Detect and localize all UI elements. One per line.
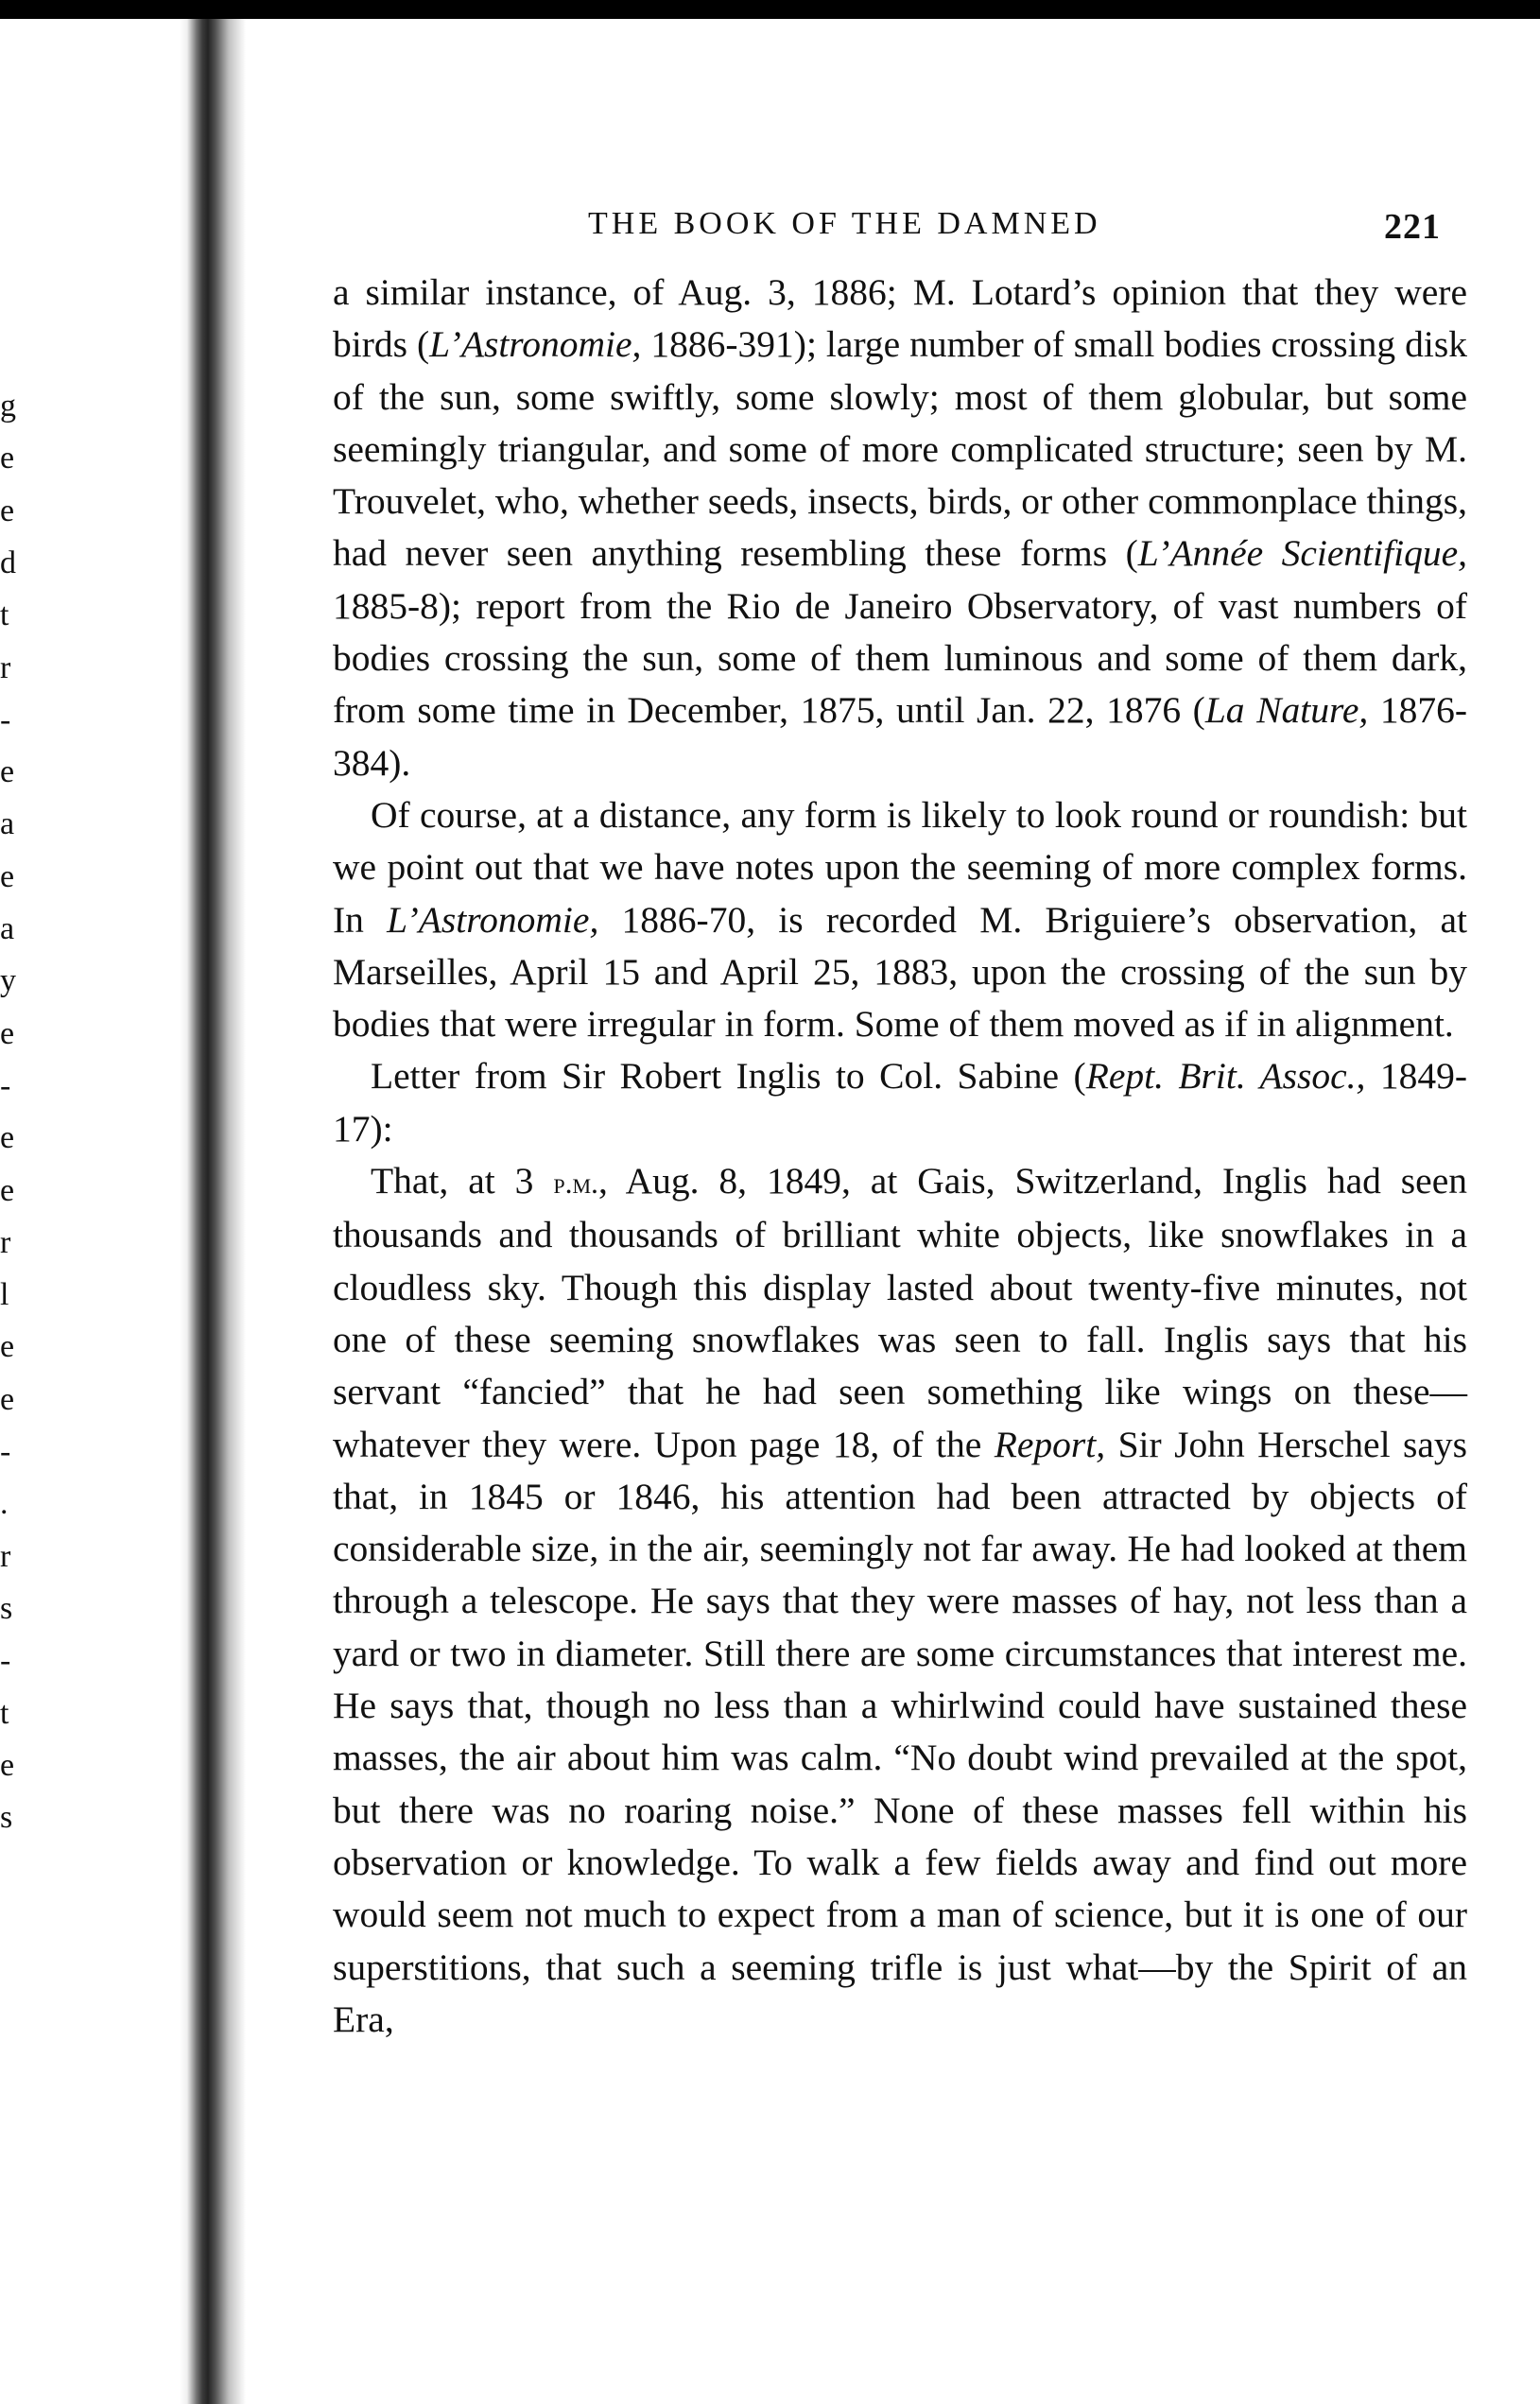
facing-page-fragment: e xyxy=(0,1172,15,1208)
facing-page-fragment: y xyxy=(0,963,16,999)
facing-page-fragment: e xyxy=(0,858,15,894)
facing-page-fragment: s xyxy=(0,1800,13,1836)
italic-citation: L’Année Scientifique, xyxy=(1137,532,1467,575)
italic-citation: Report, xyxy=(994,1423,1106,1465)
text-run: That, at 3 xyxy=(371,1160,554,1202)
paragraph xyxy=(333,1050,1467,1155)
paragraph xyxy=(333,1155,1467,2046)
text-run: 1886-70, is recorded M. Briguiere’s observation, at Marseilles, April 15 and April 25, 1883, upon the crossing of the sun by bodies that were irregular in form. Some of them moved as if in alignment. xyxy=(333,898,1467,1046)
facing-page-fragment: a xyxy=(0,911,15,946)
facing-page-fragment: e xyxy=(0,493,15,528)
facing-page-fragment: - xyxy=(0,1643,11,1679)
facing-page-fragment: e xyxy=(0,1381,15,1417)
scan-top-border xyxy=(0,0,1540,19)
facing-page-fragment: e xyxy=(0,1120,15,1156)
facing-page-fragment: . xyxy=(0,1486,9,1522)
facing-page-fragment: - xyxy=(0,1434,11,1469)
paragraph xyxy=(333,267,1467,789)
facing-page-fragment: d xyxy=(0,545,16,580)
italic-citation: La Nature, xyxy=(1204,689,1369,732)
facing-page-fragment: t xyxy=(0,597,9,633)
body-text xyxy=(333,267,1467,2046)
text-run: Sir John Herschel says that, in 1845 or 1846, his attention had been attracted by objects of considerable size, in the air, seemingly not far away. He had looked at them through a telescope. He says that they were masses of hay, not less than a yard or two in diameter. Still there are some circumstances that interest me. He says that, though no less than a whirlwind could have sustained these masses, the air about him was calm. “No doubt wind prevailed at the spot, but there was no roaring noise.” None of these masses fell within his observation or knowledge. To walk a few fields away and find out more would seem not much to expect from a man of science, but it is one of our superstitions, that such a seeming trifle is just what—by the Spirit of an Era, xyxy=(333,1423,1468,2040)
facing-page-fragment: g xyxy=(0,389,16,424)
facing-page-edge xyxy=(0,19,203,2404)
facing-page-fragment: e xyxy=(0,441,15,476)
text-run: 1885-8); report from the Rio de Janeiro Observatory, of vast numbers of bodies crossing the sun, some of them luminous and some of them dark, from some time in December, 1875, until Jan. 22, 1876 ( xyxy=(333,584,1467,732)
paragraph xyxy=(333,789,1467,1050)
italic-citation: Rept. Brit. Assoc., xyxy=(1085,1055,1366,1098)
text-run: a similar instance, of Aug. 3, 1886; M. Lotard’s opinion that they were birds ( xyxy=(333,271,1467,366)
facing-page-fragment: e xyxy=(0,1015,15,1051)
page-header xyxy=(333,206,1467,257)
facing-page-fragment: r xyxy=(0,649,11,685)
facing-page-fragment: r xyxy=(0,1224,11,1260)
page-number: 221 xyxy=(1384,207,1441,247)
facing-page-fragment: - xyxy=(0,701,11,737)
text-run: 1876-384). xyxy=(333,689,1467,784)
facing-page-fragment: e xyxy=(0,754,15,790)
text-run: p.m. xyxy=(553,1167,598,1201)
book-gutter-shadow xyxy=(180,19,246,2404)
running-title: THE BOOK OF THE DAMNED xyxy=(588,206,1101,241)
text-run: Of course, at a distance, any form is likely to look round or roundish: but we point out that we have notes upon the seeming of more complex forms. In xyxy=(333,793,1467,941)
italic-citation: L’Astronomie, xyxy=(387,898,599,941)
italic-citation: L’Astronomie, xyxy=(429,323,642,366)
facing-page-fragment: l xyxy=(0,1277,9,1313)
text-run: Letter from Sir Robert Inglis to Col. Sabine ( xyxy=(371,1055,1086,1098)
book-page xyxy=(333,206,1467,2046)
facing-page-fragment: e xyxy=(0,1747,15,1783)
facing-page-fragment: t xyxy=(0,1695,9,1731)
facing-page-fragment: s xyxy=(0,1590,13,1626)
text-run: , Aug. 8, 1849, at Gais, Switzerland, Inglis had seen thousands and thousands of brilliant white objects, like snowflakes in a cloudless sky. Though this display lasted about twenty-five minutes, not one of these seeming snowflakes was seen to fall. Inglis says that his servant “fancied” that he had seen something like wings on these—whatever they were. Upon page 18, of the xyxy=(333,1160,1467,1465)
text-run: 1886-391); large number of small bodies crossing disk of the sun, some swiftly, some slowly; most of them globular, but some seemingly triangular, and some of more complicated structure; seen by M. Trouvelet, who, whether seeds, insects, birds, or other commonplace things, had never seen anything resembling these forms ( xyxy=(333,323,1468,575)
facing-page-fragment: a xyxy=(0,806,15,842)
facing-page-fragment: - xyxy=(0,1067,11,1103)
text-run: 1849-17): xyxy=(333,1055,1468,1150)
facing-page-fragment: r xyxy=(0,1538,11,1574)
facing-page-fragment: e xyxy=(0,1329,15,1365)
